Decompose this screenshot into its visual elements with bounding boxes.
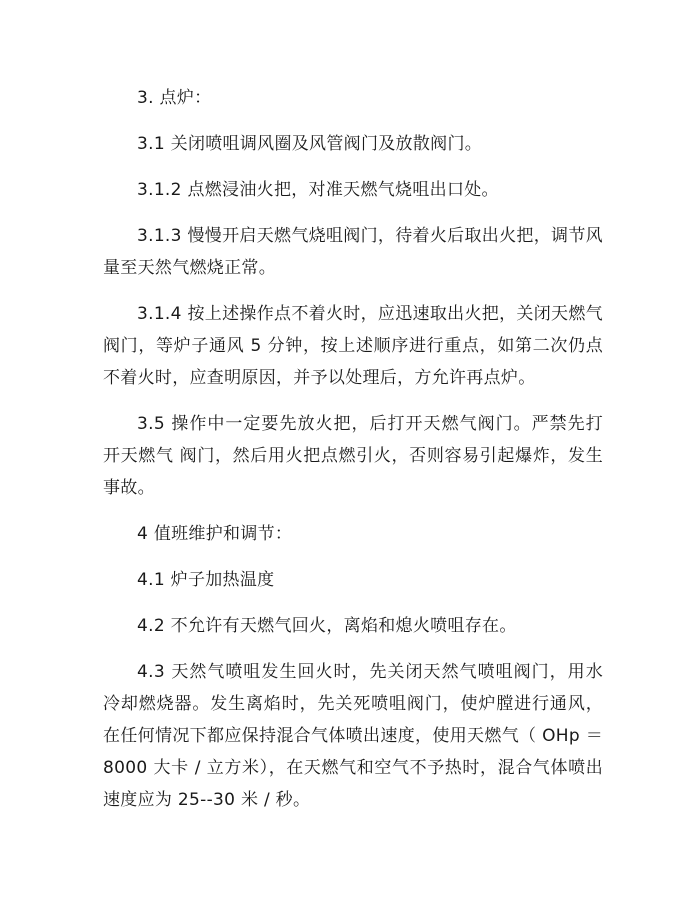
section-heading-ignition: 3. 点炉： [137, 88, 212, 108]
paragraph-4-1: 4.1 炉子加热温度 [137, 570, 275, 590]
paragraph-3-5: 3.5 操作中一定要先放火把，后打开天燃气阀门。严禁先打开天燃气 阀门，然后用火把点燃引火，否则容易引起爆炸，发生事故。 [103, 414, 603, 498]
paragraph-4-2: 4.2 不允许有天燃气回火，离焰和熄火喷咀存在。 [137, 616, 517, 636]
paragraph-3-1-3: 3.1.3 慢慢开启天燃气烧咀阀门，待着火后取出火把，调节风量至天然气燃烧正常。 [103, 226, 603, 278]
document-body [103, 82, 603, 830]
paragraph-4-3: 4.3 天然气喷咀发生回火时，先关闭天然气喷咀阀门，用水冷却燃烧器。发生离焰时，先关死喷咀阀门，使炉膛进行通风，在任何情况下都应保持混合气体喷出速度，使用天燃气（ OHp ＝ 8000 大卡 / 立方米），在天燃气和空气不予热时，混合气体喷出速度应为 25--30 米 / 秒。 [103, 662, 603, 810]
paragraph-3-1: 3.1 关闭喷咀调风圈及风管阀门及放散阀门。 [137, 134, 483, 154]
section-heading-maintenance: 4 值班维护和调节： [137, 524, 293, 544]
paragraph-3-1-4: 3.1.4 按上述操作点不着火时，应迅速取出火把，关闭天燃气阀门，等炉子通风 5 分钟，按上述顺序进行重点，如第二次仍点不着火时，应查明原因，并予以处理后，方允许再点炉。 [103, 304, 603, 388]
paragraph-3-1-2: 3.1.2 点燃浸油火把，对准天燃气烧咀出口处。 [137, 180, 499, 200]
